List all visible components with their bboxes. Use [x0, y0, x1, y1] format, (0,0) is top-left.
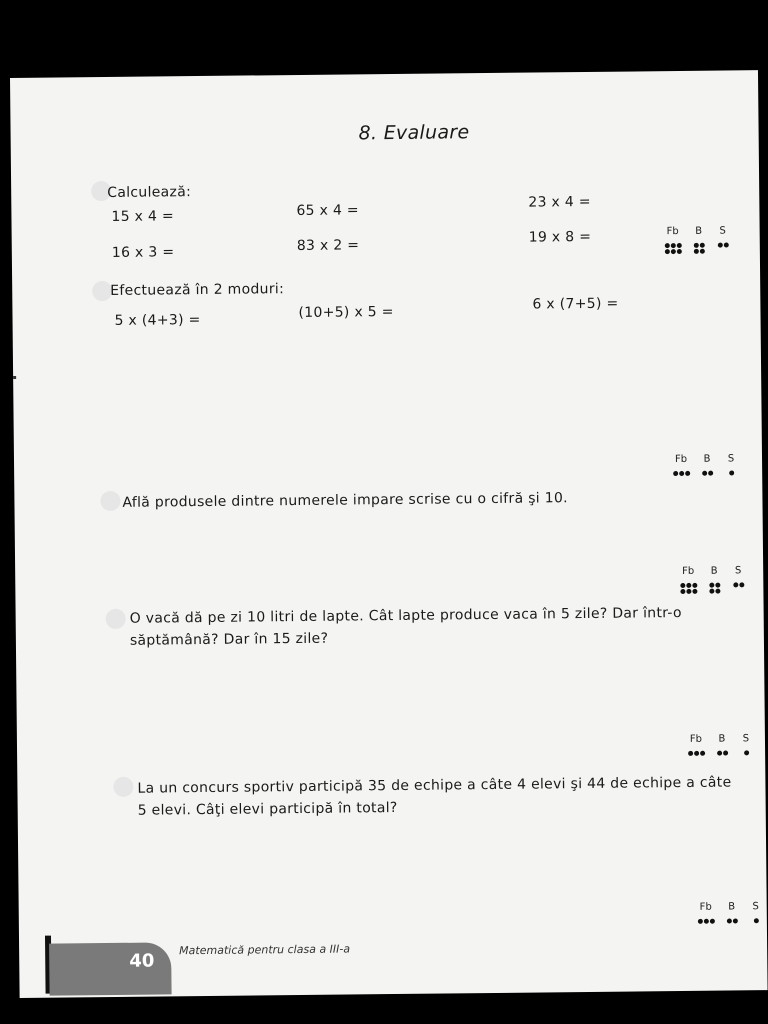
rating-b-label: B: [695, 225, 703, 237]
dots-icon: [711, 747, 733, 753]
ex1-item: 23 x 4 =: [528, 193, 591, 211]
rating-b-label: B: [728, 901, 736, 913]
ex2-item: (10+5) x 5 =: [298, 303, 394, 321]
page-number: 40: [129, 950, 155, 972]
ex3-text: Află produsele dintre numerele impare scrise cu o cifră şi 10.: [122, 490, 568, 511]
ex4-line2: săptămână? Dar în 15 zile?: [129, 630, 329, 649]
rating-fb-label: Fb: [689, 733, 703, 745]
dots-icon: [721, 915, 743, 921]
rating-box: [695, 894, 768, 923]
page-number-tab: [49, 942, 172, 995]
rating-fb-label: Fb: [674, 453, 688, 466]
dots-icon: [688, 240, 710, 252]
rating-b-label: B: [710, 565, 718, 577]
exercise-number-badge: [100, 491, 120, 511]
footer-book-title: Matematică pentru clasa a III-a: [179, 942, 351, 958]
dots-icon: [727, 579, 749, 585]
dots-icon: [662, 240, 684, 252]
rating-box: [662, 218, 736, 247]
rating-box: [677, 558, 751, 587]
dots-icon: [695, 916, 717, 922]
rating-fb-label: Fb: [682, 565, 695, 577]
ex5-line1: La un concurs sportiv participă 35 de echipe a câte 4 elevi şi 44 de echipe a câte: [137, 774, 732, 797]
ex2-item: 6 x (7+5) =: [532, 295, 619, 313]
ex2-instruction: Efectuează în 2 moduri:: [110, 281, 285, 299]
dots-icon: [677, 580, 699, 592]
rating-s-label: S: [734, 565, 742, 577]
dots-icon: [720, 467, 742, 473]
rating-s-label: S: [719, 225, 726, 237]
exercise-number-badge: [113, 777, 133, 797]
ex1-item: 15 x 4 =: [111, 208, 175, 225]
ex5-line2: 5 elevi. Câţi elevi participă în total?: [137, 799, 398, 819]
ex1-item: 83 x 2 =: [296, 237, 360, 255]
dots-icon: [703, 580, 725, 592]
rating-s-label: S: [752, 901, 759, 913]
ex1-item: 16 x 3 =: [111, 244, 175, 261]
edge-mark: [13, 376, 16, 379]
rating-b-label: B: [703, 453, 711, 465]
ex1-item: 65 x 4 =: [296, 202, 359, 220]
ex4-line1: O vacă dă pe zi 10 litri de lapte. Cât lapte produce vaca în 5 zile? Dar într-o: [129, 604, 682, 627]
rating-box: [685, 726, 759, 755]
dots-icon: [745, 915, 767, 921]
ex1-instruction: Calculează:: [107, 184, 192, 201]
ex2-item: 5 x (4+3) =: [114, 312, 201, 329]
page-title: 8. Evaluare: [358, 121, 470, 145]
rating-fb-label: Fb: [666, 226, 679, 238]
dots-icon: [696, 468, 718, 474]
worksheet-page: [10, 70, 768, 998]
rating-s-label: S: [742, 733, 750, 745]
exercise-number-badge: [106, 609, 126, 629]
rating-s-label: S: [727, 453, 735, 465]
dots-icon: [670, 468, 692, 474]
dots-icon: [712, 239, 734, 245]
dots-icon: [685, 748, 707, 754]
rating-fb-label: Fb: [699, 901, 712, 913]
dots-icon: [735, 747, 757, 753]
rating-box: [670, 446, 744, 475]
ex1-item: 19 x 8 =: [528, 228, 592, 246]
rating-b-label: B: [718, 733, 726, 745]
